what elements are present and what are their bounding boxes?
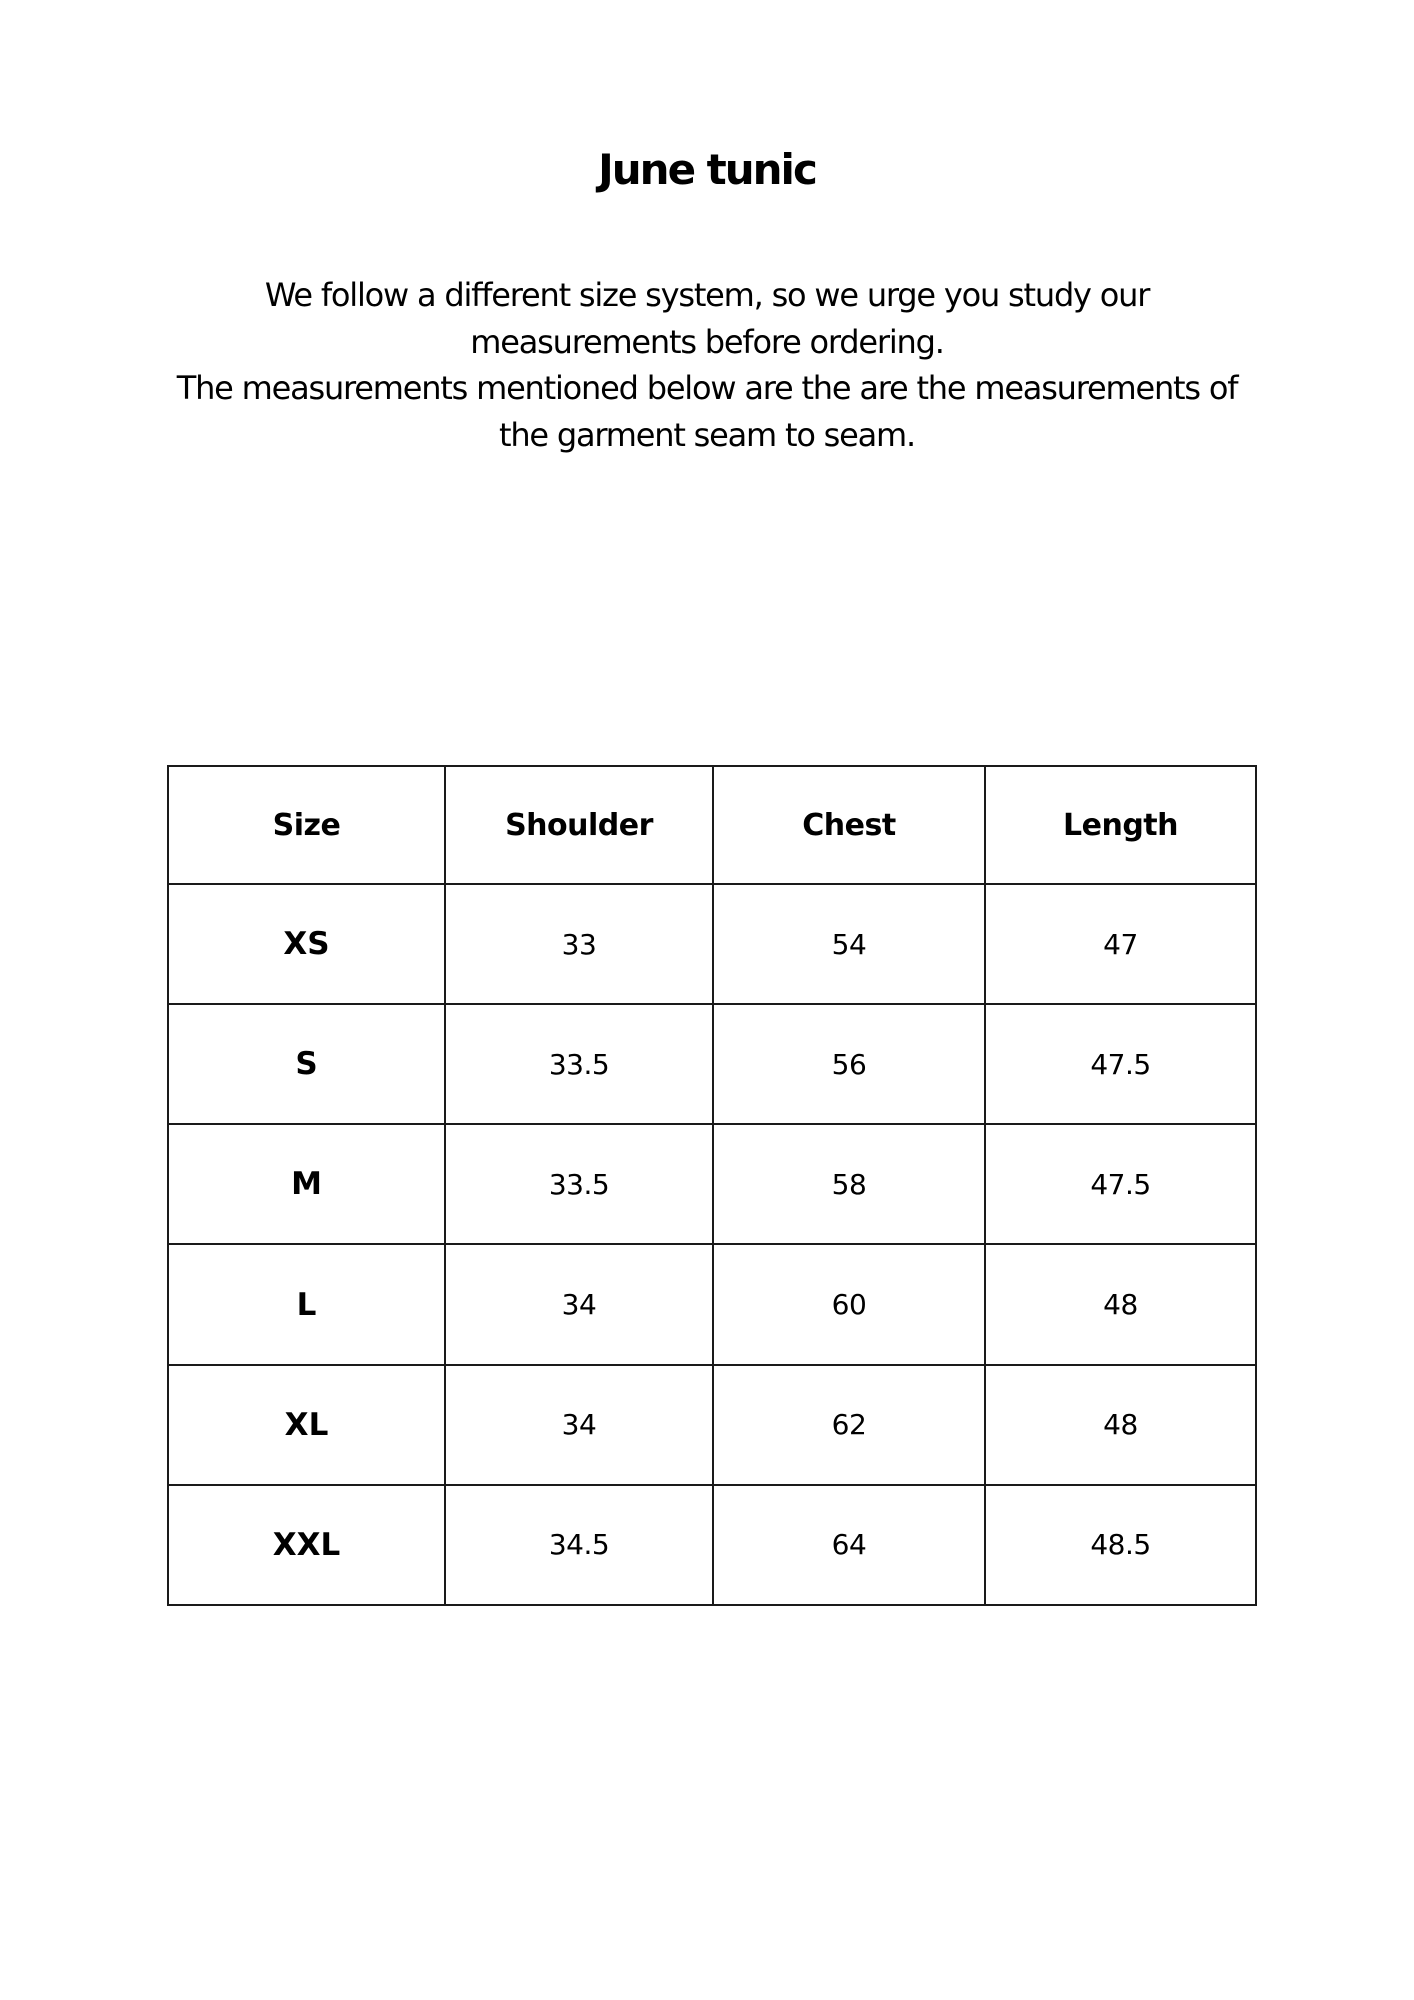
size-cell: XS [168, 884, 445, 1004]
column-header-shoulder: Shoulder [445, 766, 713, 884]
length-cell: 48 [985, 1244, 1256, 1364]
size-cell: S [168, 1004, 445, 1124]
chest-cell: 62 [713, 1365, 985, 1485]
length-cell: 47 [985, 884, 1256, 1004]
shoulder-cell: 34 [445, 1365, 713, 1485]
chest-cell: 58 [713, 1124, 985, 1244]
size-cell: L [168, 1244, 445, 1364]
table-row [168, 1365, 1256, 1485]
size-cell: XXL [168, 1485, 445, 1605]
intro-text [160, 272, 1254, 458]
length-cell: 48.5 [985, 1485, 1256, 1605]
chest-cell: 56 [713, 1004, 985, 1124]
intro-line-1: We follow a different size system, so we urge you study our measurements before ordering. [264, 276, 1150, 361]
chest-cell: 64 [713, 1485, 985, 1605]
table-row [168, 1485, 1256, 1605]
size-chart-table [167, 765, 1257, 1606]
table-header-row [168, 766, 1256, 884]
length-cell: 48 [985, 1365, 1256, 1485]
page-title: June tunic [598, 145, 816, 194]
shoulder-cell: 34 [445, 1244, 713, 1364]
chest-cell: 54 [713, 884, 985, 1004]
table-row [168, 1124, 1256, 1244]
length-cell: 47.5 [985, 1004, 1256, 1124]
table-row [168, 1004, 1256, 1124]
table-row [168, 884, 1256, 1004]
shoulder-cell: 33 [445, 884, 713, 1004]
length-cell: 47.5 [985, 1124, 1256, 1244]
column-header-size: Size [168, 766, 445, 884]
shoulder-cell: 33.5 [445, 1004, 713, 1124]
chest-cell: 60 [713, 1244, 985, 1364]
size-cell: M [168, 1124, 445, 1244]
shoulder-cell: 34.5 [445, 1485, 713, 1605]
column-header-chest: Chest [713, 766, 985, 884]
shoulder-cell: 33.5 [445, 1124, 713, 1244]
size-cell: XL [168, 1365, 445, 1485]
intro-line-2: The measurements mentioned below are the are the measurements of the garment seam to seam. [176, 369, 1238, 454]
column-header-length: Length [985, 766, 1256, 884]
table-row [168, 1244, 1256, 1364]
